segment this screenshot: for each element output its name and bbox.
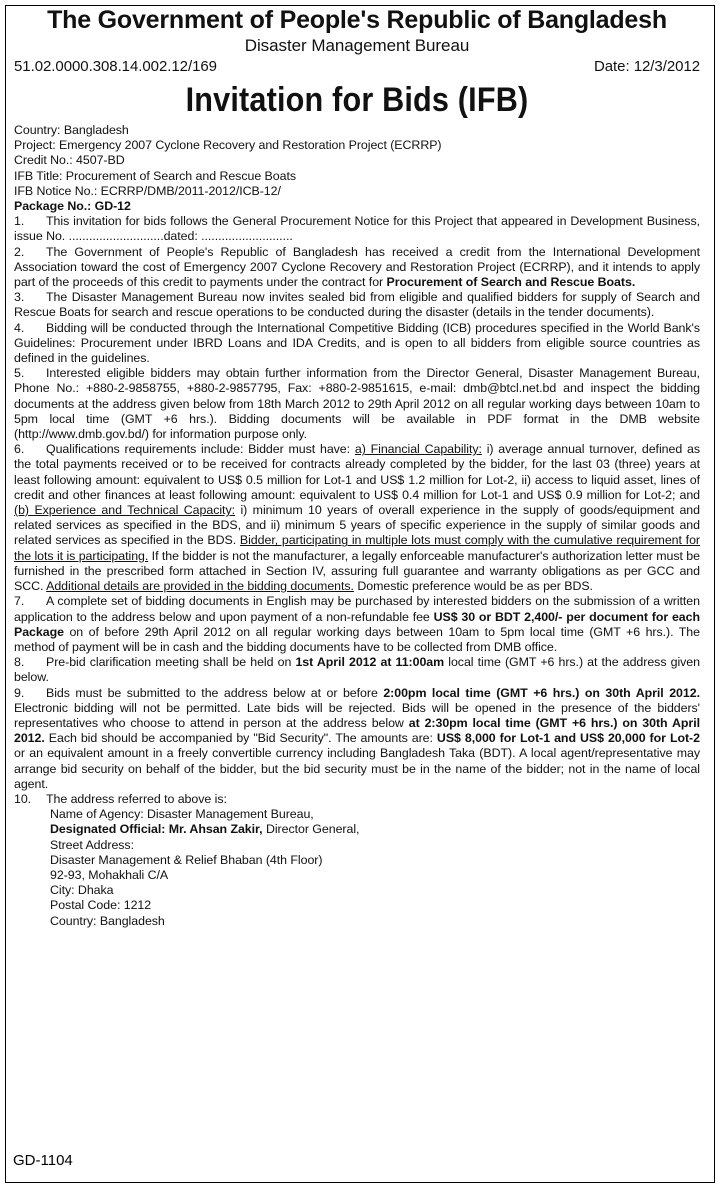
paragraph-text: If the bidder is not the manufacturer, a legally enforceable manufacturer's authorization letter must be furnished in the prescribed form attached in Section IV, assuring full guarantee and warranty obligations as per GCC and SCC. — [14, 548, 700, 594]
paragraph-text: Qualifications requirements include: Bidder must have: — [46, 442, 351, 457]
notice-meta — [14, 123, 700, 214]
paragraph-text: Bids must be submitted to the address below at or before — [46, 685, 378, 700]
paragraph-text: Bidding will be conducted through the International Competitive Bidding (ICB) procedures specified in the World Bank's Guidelines: Procurement under IBRD Loans and IDA Credits, and is open to all bidders from eligible source countries as defined in the guidelines. — [14, 320, 700, 366]
paragraph-bold-text: 1st April 2012 at 11:00am — [295, 655, 445, 670]
address-street-label: Street Address: — [50, 837, 134, 852]
paragraph-number: 3. — [14, 290, 25, 305]
paragraph-number: 2. — [14, 244, 25, 259]
paragraph-text: This invitation for bids follows the General Procurement Notice for this Project that appeared in Development Business, issue No. ............................dated: ........................... — [14, 214, 700, 244]
official-name: Designated Official: Mr. Ahsan Zakir, — [50, 822, 263, 837]
ifb-document — [14, 6, 700, 929]
paragraph-bold-text: Procurement of Search and Rescue Boats. — [386, 275, 636, 290]
paragraph-text: Domestic preference would be as per BDS. — [357, 579, 593, 594]
paragraph-text: Electronic bidding will not be permitted. Late bids will be rejected. Bids will be opened in the presence of the bidders' representatives who choose to attend in person at the address below — [14, 700, 700, 730]
paragraph-number: 9. — [14, 685, 25, 700]
paragraph-7 — [14, 594, 700, 655]
paragraph-text: or an equivalent amount in a freely convertible currency including Bangladesh Taka (BDT). A local agent/representative may arrange bid security on behalf of the bidder, but the bid security must be in the name of the bidder; not in the name of local agent. — [14, 746, 700, 791]
address-agency: Name of Agency: Disaster Management Bureau, — [50, 807, 314, 822]
paragraph-text: local time (GMT +6 hrs.) at the address given below. — [14, 655, 700, 685]
paragraph-3 — [14, 290, 700, 320]
paragraph-text: i) average annual turnover, defined as the total payments received or to be received for contracts already completed by the bidder, for the last 03 (three) years at least following amount: equivalent to US$ 0.5 million for Lot-1 and US$ 1.2 million for Lot-2, ii) access to liquid asset, lines of credit and other finances at least following amount: equivalent to US$ 0.4 million for Lot-1 and US$ 0.9 million for Lot-2; and — [14, 442, 700, 502]
government-heading: The Government of People's Republic of Bangladesh — [47, 6, 667, 34]
paragraph-number: 4. — [14, 320, 25, 335]
underlined-text: (b) Experience and Technical Capacity: — [14, 503, 235, 518]
paragraph-text: The Disaster Management Bureau now invites sealed bid from eligible and qualified bidders for supply of Search and Rescue Boats for search and rescue operations to be conducted during the disaster (details in the tender documents). — [14, 290, 700, 320]
paragraph-10 — [14, 792, 700, 807]
bureau-heading: Disaster Management Bureau — [244, 36, 470, 55]
paragraph-6 — [14, 442, 700, 594]
paragraph-1 — [14, 214, 700, 244]
paragraph-number: 1. — [14, 214, 25, 229]
address-postal-code: Postal Code: 1212 — [50, 898, 152, 913]
paragraph-5 — [14, 366, 700, 442]
paragraph-number: 6. — [14, 442, 25, 457]
meta-package: Package No.: GD-12 — [14, 199, 131, 214]
paragraph-text: The Government of People's Republic of Bangladesh has received a credit from the International Development Association toward the cost of Emergency 2007 Cyclone Recovery and Restoration Project (ECRRP), and it intends to apply part of the proceeds of this credit to payments under the contract for — [14, 244, 700, 290]
address-block — [50, 807, 700, 929]
address-country: Country: Bangladesh — [50, 913, 165, 928]
reference-line — [14, 57, 700, 77]
paragraph-text: Each bid should be accompanied by "Bid Security". The amounts are: — [48, 731, 433, 746]
paragraph-9 — [14, 686, 700, 792]
paragraph-4 — [14, 321, 700, 367]
address-city: City: Dhaka — [50, 883, 114, 898]
underlined-text: Bidder, participating in multiple lots must comply with the cumulative requirement for the lots it is participating. — [14, 533, 700, 563]
footer-code: GD-1104 — [13, 1152, 73, 1169]
paragraph-bold-text: US$ 30 or BDT 2,400/- per document for each Package — [14, 609, 700, 639]
address-official — [50, 822, 700, 837]
paragraph-number: 10. — [14, 791, 32, 806]
paragraph-text: The address referred to above is: — [46, 791, 227, 806]
meta-project: Project: Emergency 2007 Cyclone Recovery and Restoration Project (ECRRP) — [14, 138, 442, 153]
address-street: 92-93, Mohakhali C/A — [50, 867, 169, 882]
meta-ifb-title: IFB Title: Procurement of Search and Rescue Boats — [14, 168, 296, 183]
paragraph-bold-text: 2:00pm local time (GMT +6 hrs.) on 30th April 2012. — [383, 685, 700, 700]
underlined-text: Additional details are provided in the bidding documents. — [46, 579, 354, 594]
paragraph-text: Interested eligible bidders may obtain further information from the Director General, Disaster Management Bureau, Phone No.: +880-2-9858755, +880-2-9857795, Fax: +880-2-9851615, e-mail: dmb@btcl.net.bd and inspect the bidding documents at the address given below from 18th March 2012 to 29th April 2012 on all regular working days between 10am to 5pm local time (GMT +6 hrs.). Bidding documents will be available in PDF format in the DMB website (http://www.dmb.gov.bd/) for information purpose only. — [14, 366, 700, 442]
meta-credit: Credit No.: 4507-BD — [14, 153, 125, 168]
paragraph-bold-text: US$ 8,000 for Lot-1 and US$ 20,000 for Lot-2 — [436, 731, 700, 746]
paragraph-text: A complete set of bidding documents in English may be purchased by interested bidders on the submission of a written application to the address below and upon payment of a non-refundable fee — [14, 594, 700, 624]
meta-ifb-notice: IFB Notice No.: ECRRP/DMB/2011-2012/ICB-12/ — [14, 183, 281, 198]
notice-date: Date: 12/3/2012 — [593, 58, 700, 75]
paragraph-text: on of before 29th April 2012 on all regular working days between 10am to 5pm local time (GMT +6 hrs.). The method of payment will be in cash and the bidding documents have to be collected from DMB office. — [14, 624, 700, 654]
official-title: Director General, — [265, 822, 360, 837]
paragraph-bold-text: at 2:30pm local time (GMT +6 hrs.) on 30th April 2012. — [14, 715, 700, 746]
page-title: Invitation for Bids (IFB) — [185, 81, 529, 119]
paragraph-text: i) minimum 10 years of overall experience in the supply of goods/equipment and related services as specified in the BDS, and ii) minimum 5 years of specific experience in the supply of similar goods and related services as specified in the BDS. — [14, 503, 700, 548]
paragraph-number: 7. — [14, 594, 25, 609]
paragraph-number: 5. — [14, 366, 25, 381]
paragraph-text: Pre-bid clarification meeting shall be held on — [46, 655, 292, 670]
paragraph-number: 8. — [14, 655, 25, 670]
paragraph-8 — [14, 655, 700, 685]
meta-country: Country: Bangladesh — [14, 123, 129, 137]
paragraph-2 — [14, 245, 700, 291]
reference-number: 51.02.0000.308.14.002.12/169 — [14, 58, 217, 75]
address-building: Disaster Management & Relief Bhaban (4th Floor) — [50, 852, 323, 867]
underlined-text: a) Financial Capability: — [354, 442, 482, 457]
